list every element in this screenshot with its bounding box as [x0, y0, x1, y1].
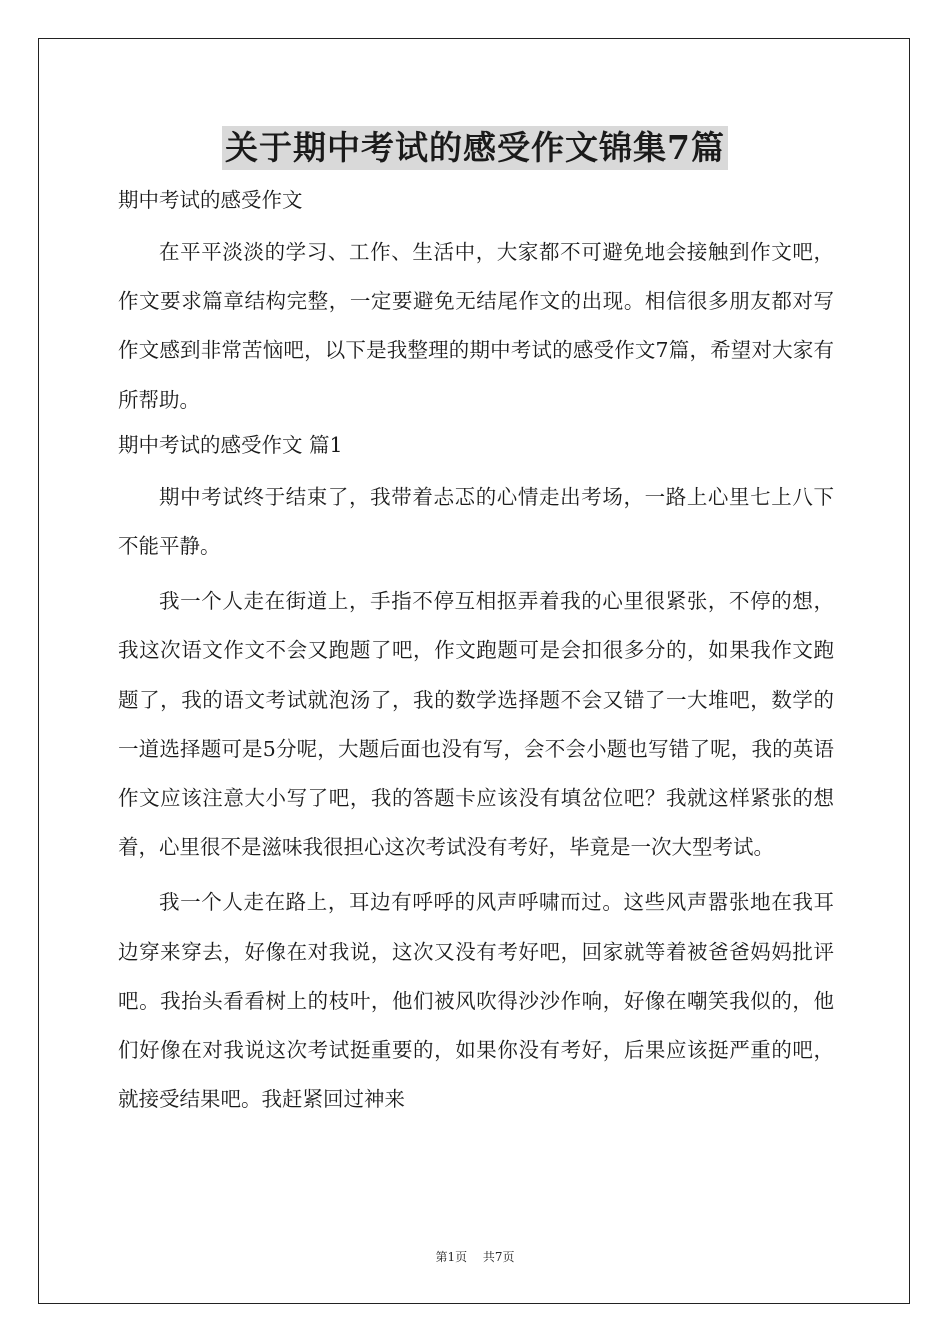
page-number: 第1页 [435, 1250, 468, 1264]
body-paragraph: 我一个人走在路上，耳边有呼呼的风声呼啸而过。这些风声嚣张地在我耳边穿来穿去，好像在对我说，这次又没有考好吧，回家就等着被爸爸妈妈批评吧。我抬头看看树上的枝叶，他们被风吹得沙沙作响，好像在嘲笑我似的，他们好像在对我说这次考试挺重要的，如果你没有考好，后果应该挺严重的吧，就接受结果吧。我赶紧回过神来 [118, 890, 834, 1112]
document-subtitle: 期中考试的感受作文 [118, 188, 303, 212]
document-body [118, 180, 834, 1124]
title-container [0, 126, 950, 170]
page-footer [0, 1248, 950, 1265]
document-title: 关于期中考试的感受作文锦集7篇 [222, 126, 728, 170]
page-total: 共7页 [482, 1250, 515, 1264]
body-paragraph: 我一个人走在街道上，手指不停互相抠弄着我的心里很紧张，不停的想，我这次语文作文不会又跑题了吧，作文跑题可是会扣很多分的，如果我作文跑题了，我的语文考试就泡汤了，我的数学选择题不会又错了一大堆吧，数学的一道选择题可是5分呢，大题后面也没有写，会不会小题也写错了呢，我的英语作文应该注意大小写了吧，我的答题卡应该没有填岔位吧？我就这样紧张的想着，心里很不是滋味我很担心这次考试没有考好，毕竟是一次大型考试。 [118, 589, 834, 860]
body-paragraph: 期中考试终于结束了，我带着忐忑的心情走出考场，一路上心里七上八下不能平静。 [118, 484, 834, 559]
intro-paragraph: 在平平淡淡的学习、工作、生活中，大家都不可避免地会接触到作文吧，作文要求篇章结构完整，一定要避免无结尾作文的出现。相信很多朋友都对写作文感到非常苦恼吧，以下是我整理的期中考试的感受作文7篇，希望对大家有所帮助。 [118, 240, 834, 412]
section-heading: 期中考试的感受作文 篇1 [118, 432, 343, 457]
